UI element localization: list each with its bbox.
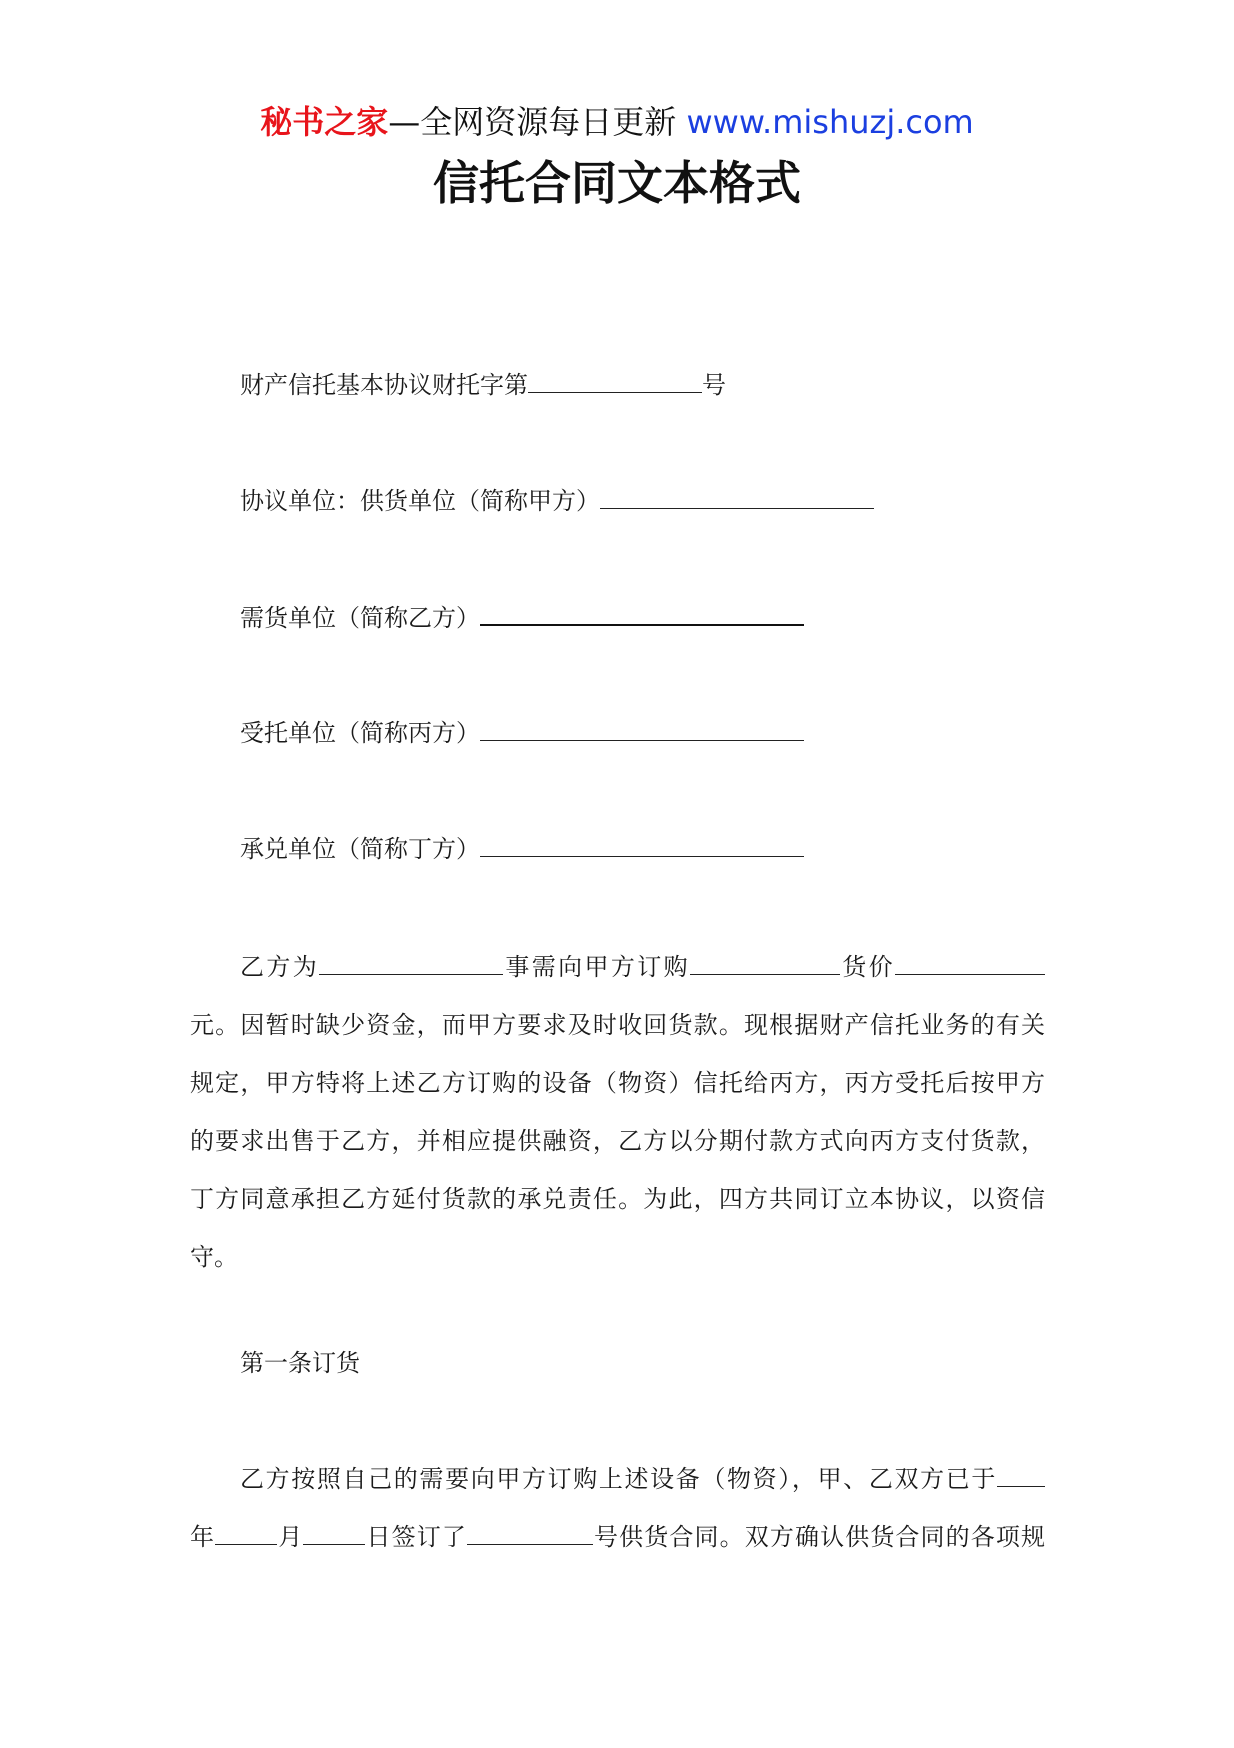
month-label: 月 — [277, 1523, 304, 1551]
agreement-number-blank[interactable] — [528, 368, 702, 393]
party-d-line — [240, 832, 804, 866]
agreement-number-suffix: 号 — [702, 371, 726, 399]
contract-day-blank[interactable] — [303, 1520, 365, 1545]
brand-name: 秘书之家 — [260, 103, 389, 141]
intro-line-6: 守。 — [190, 1243, 238, 1271]
party-a-line — [240, 484, 874, 518]
party-b-line — [240, 600, 804, 635]
agreement-number-label: 财产信托基本协议财托字第 — [240, 371, 528, 399]
party-d-blank[interactable] — [480, 832, 804, 857]
header-slogan: —全网资源每日更新 — [388, 103, 677, 141]
goods-blank[interactable] — [690, 950, 840, 975]
article-1-heading: 第一条订货 — [240, 1349, 360, 1377]
article-1-paragraph — [190, 1450, 1045, 1566]
intro-text-b: 事需向甲方订购 — [503, 953, 690, 981]
intro-text-c: 货价 — [839, 953, 896, 981]
intro-line-2: 元。因暂时缺少资金，而甲方要求及时收回货款。现根据财产信托业务的有关 — [190, 1011, 1045, 1039]
intro-line-5: 丁方同意承担乙方延付货款的承兑责任。为此，四方共同订立本协议，以资信 — [190, 1185, 1045, 1213]
intro-line-1 — [190, 938, 1045, 996]
document-title: 信托合同文本格式 — [433, 156, 801, 210]
day-label: 日签订了 — [365, 1523, 467, 1551]
party-a-label: 协议单位：供货单位（简称甲方） — [240, 487, 600, 515]
article-1-line-1 — [190, 1450, 1045, 1508]
contract-number-blank[interactable] — [467, 1520, 593, 1545]
price-blank[interactable] — [895, 950, 1045, 975]
party-c-line — [240, 716, 804, 750]
article-1-line-2 — [190, 1508, 1045, 1566]
party-b-blank[interactable] — [480, 600, 804, 626]
intro-paragraph — [190, 938, 1045, 1286]
site-url-link[interactable]: www.mishuzj.com — [686, 103, 974, 141]
purpose-blank[interactable] — [319, 950, 503, 975]
year-label: 年 — [190, 1523, 216, 1551]
article-1-text-2: 号供货合同。双方确认供货合同的各项规 — [592, 1523, 1046, 1551]
article-1-text-1: 乙方按照自己的需要向甲方订购上述设备（物资），甲、乙双方已于 — [240, 1465, 997, 1493]
contract-month-blank[interactable] — [215, 1520, 277, 1545]
party-a-blank[interactable] — [600, 484, 874, 509]
party-c-blank[interactable] — [480, 716, 804, 741]
party-d-label: 承兑单位（简称丁方） — [240, 835, 480, 863]
intro-line-3: 规定，甲方特将上述乙方订购的设备（物资）信托给丙方，丙方受托后按甲方 — [190, 1069, 1045, 1097]
intro-line-4: 的要求出售于乙方，并相应提供融资，乙方以分期付款方式向丙方支付货款， — [190, 1127, 1045, 1155]
agreement-number-line — [240, 368, 726, 402]
party-c-label: 受托单位（简称丙方） — [240, 719, 480, 747]
intro-text-a: 乙方为 — [240, 953, 320, 981]
contract-year-blank-1[interactable] — [997, 1462, 1045, 1487]
party-b-label: 需货单位（简称乙方） — [240, 604, 480, 632]
site-header — [0, 100, 1234, 144]
